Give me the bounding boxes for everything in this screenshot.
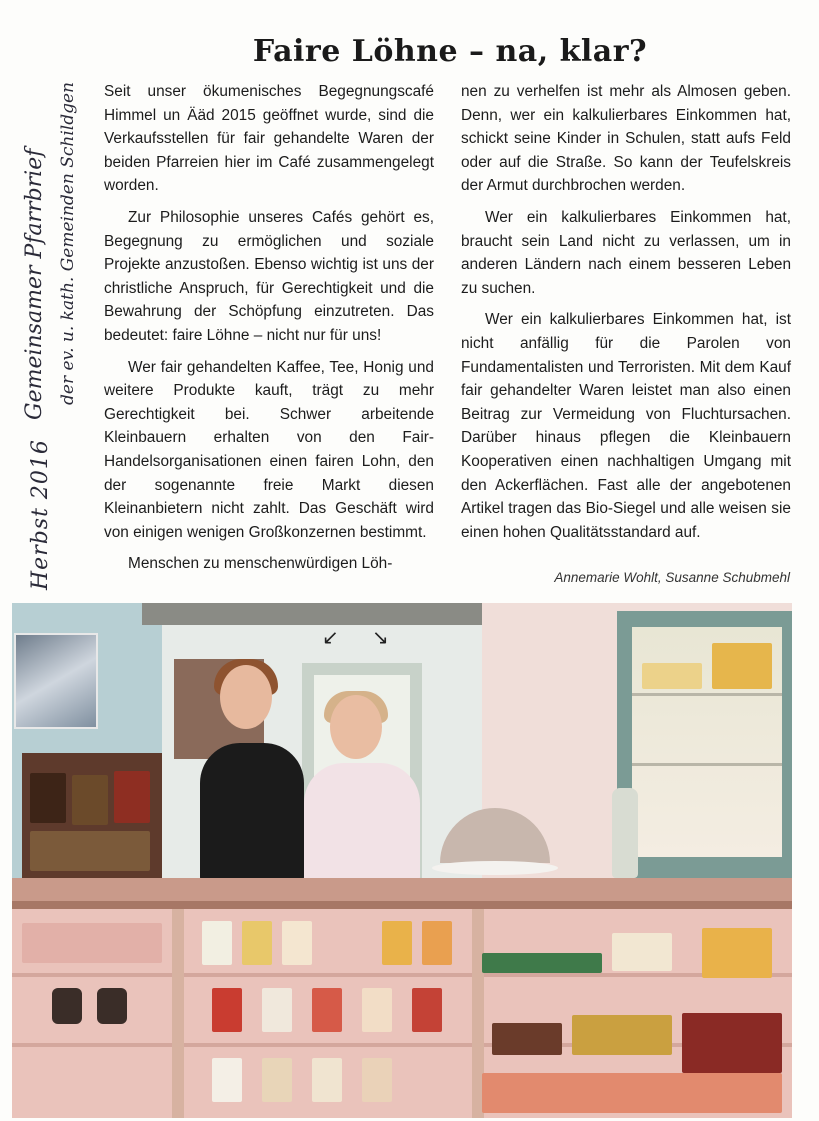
photo-tea-box — [262, 1058, 292, 1102]
photo-ceiling-beam — [142, 603, 482, 625]
arrow-icon: ↘ — [372, 627, 389, 649]
photo-product — [702, 928, 772, 978]
photo-tea-box — [282, 921, 312, 965]
photo-cards — [22, 923, 162, 963]
photo-product — [612, 933, 672, 971]
photo-tea-box — [312, 1058, 342, 1102]
paragraph: Seit unser ökumenisches Begegnungscafé Himmel un Ääd 2015 geöffnet wurde, sind die Verkaufsstellen für fair gehandelte Waren der beiden Pfarreien hier im Café zusammengelegt worden. — [104, 83, 434, 195]
article-column-right — [461, 80, 791, 552]
photo-product — [30, 831, 150, 871]
paragraph: nen zu verhelfen ist mehr als Almosen geben. Denn, wer ein kalkulierbares Einkommen hat, schickt seine Kinder in Schulen, statt aufs Feld oder auf die Straße. So kann der Teufelskreis der Armut durchbrochen werden. — [461, 83, 791, 195]
photo-product — [492, 1023, 562, 1055]
photo-person-right — [304, 763, 420, 883]
arrow-icon: ↙ — [322, 627, 339, 649]
photo-case-post — [172, 909, 184, 1118]
handwritten-note-date: Herbst 2016 — [28, 439, 53, 590]
photo-product — [30, 773, 66, 823]
handwritten-note-title: Gemeinsamer Pfarrbrief — [22, 148, 47, 420]
photo-product — [482, 953, 602, 973]
photo-fridge-shelf — [632, 693, 782, 696]
photo-tea-box — [212, 1058, 242, 1102]
paragraph: Zur Philosophie unseres Cafés gehört es, Begegnung zu ermöglichen und soziale Projekte anzustoßen. Ebenso wichtig ist uns der christliche Anspruch, für Gerechtigkeit und die Bewahrung der Schöpfung einzutreten. Das bedeutet: faire Löhne – nicht nur für uns! — [104, 208, 434, 344]
article-byline: Annemarie Wohlt, Susanne Schubmehl — [554, 570, 790, 585]
photo-product — [114, 771, 150, 823]
cafe-counter-photo — [12, 603, 792, 1118]
photo-person-right-face — [330, 695, 382, 759]
photo-candle-holder — [97, 988, 127, 1024]
photo-tea-box — [242, 921, 272, 965]
handwritten-note-parishes: der ev. u. kath. Gemeinden Schildgen — [58, 82, 78, 405]
paragraph: Wer ein kalkulierbares Einkommen hat, braucht sein Land nicht zu verlassen, um in anderen Ländern nach einem besseren Leben zu suchen. — [461, 208, 791, 297]
photo-tea-box — [412, 988, 442, 1032]
paragraph: Wer fair gehandelten Kaffee, Tee, Honig und weitere Produkte kauft, trägt zu mehr Gerechtigkeit bei. Schwer arbeitende Kleinbauern erhalten von den Fair-Handelsorganisationen einen fairen Lohn, den der sogenannte freie Markt diesen Kleinanbietern nicht zahlt. Das Geschäft wird von einigen wenigen Großkonzernen bestimmt. — [104, 358, 434, 541]
photo-case-shelf — [12, 973, 792, 977]
photo-fridge-shelf — [632, 763, 782, 766]
photo-fridge-item — [712, 643, 772, 689]
photo-product — [72, 775, 108, 825]
photo-tea-box — [202, 921, 232, 965]
photo-case-shelf — [12, 1043, 792, 1047]
photo-bottle — [612, 788, 638, 878]
photo-tea-box — [382, 921, 412, 965]
photo-tea-box — [212, 988, 242, 1032]
photo-tea-box — [422, 921, 452, 965]
article-column-left — [104, 80, 434, 584]
photo-tea-box — [262, 988, 292, 1032]
photo-counter-edge — [12, 901, 792, 909]
photo-product — [682, 1013, 782, 1073]
photo-person-left — [200, 743, 304, 883]
photo-tea-box — [312, 988, 342, 1032]
wall-artwork — [14, 633, 98, 729]
paragraph: Menschen zu menschenwürdigen Löh- — [128, 555, 393, 573]
photo-product — [572, 1015, 672, 1055]
photo-person-left-face — [220, 665, 272, 729]
photo-fridge-item — [642, 663, 702, 689]
photo-tea-box — [362, 988, 392, 1032]
photo-candle-holder — [52, 988, 82, 1024]
photo-tea-box — [362, 1058, 392, 1102]
photo-cake-stand — [432, 861, 558, 875]
article-title: Faire Löhne – na, klar? — [252, 34, 648, 70]
paragraph: Wer ein kalkulierbares Einkommen hat, ist nicht anfällig für die Parolen von Fundamentalisten und Terroristen. Mit dem Kauf fair gehandelter Waren leistet man also einen Beitrag zur Vermeidung von Fluchtursachen. Darüber hinaus pflegen die Kleinbauern Kooperativen einen nachhaltigen Umgang mit den Ackerflächen. Fast alle der angebotenen Artikel tragen das Bio-Siegel und alle weisen sie einen hohen Qualitätsstandard auf. — [461, 311, 791, 541]
photo-product — [482, 1073, 782, 1113]
